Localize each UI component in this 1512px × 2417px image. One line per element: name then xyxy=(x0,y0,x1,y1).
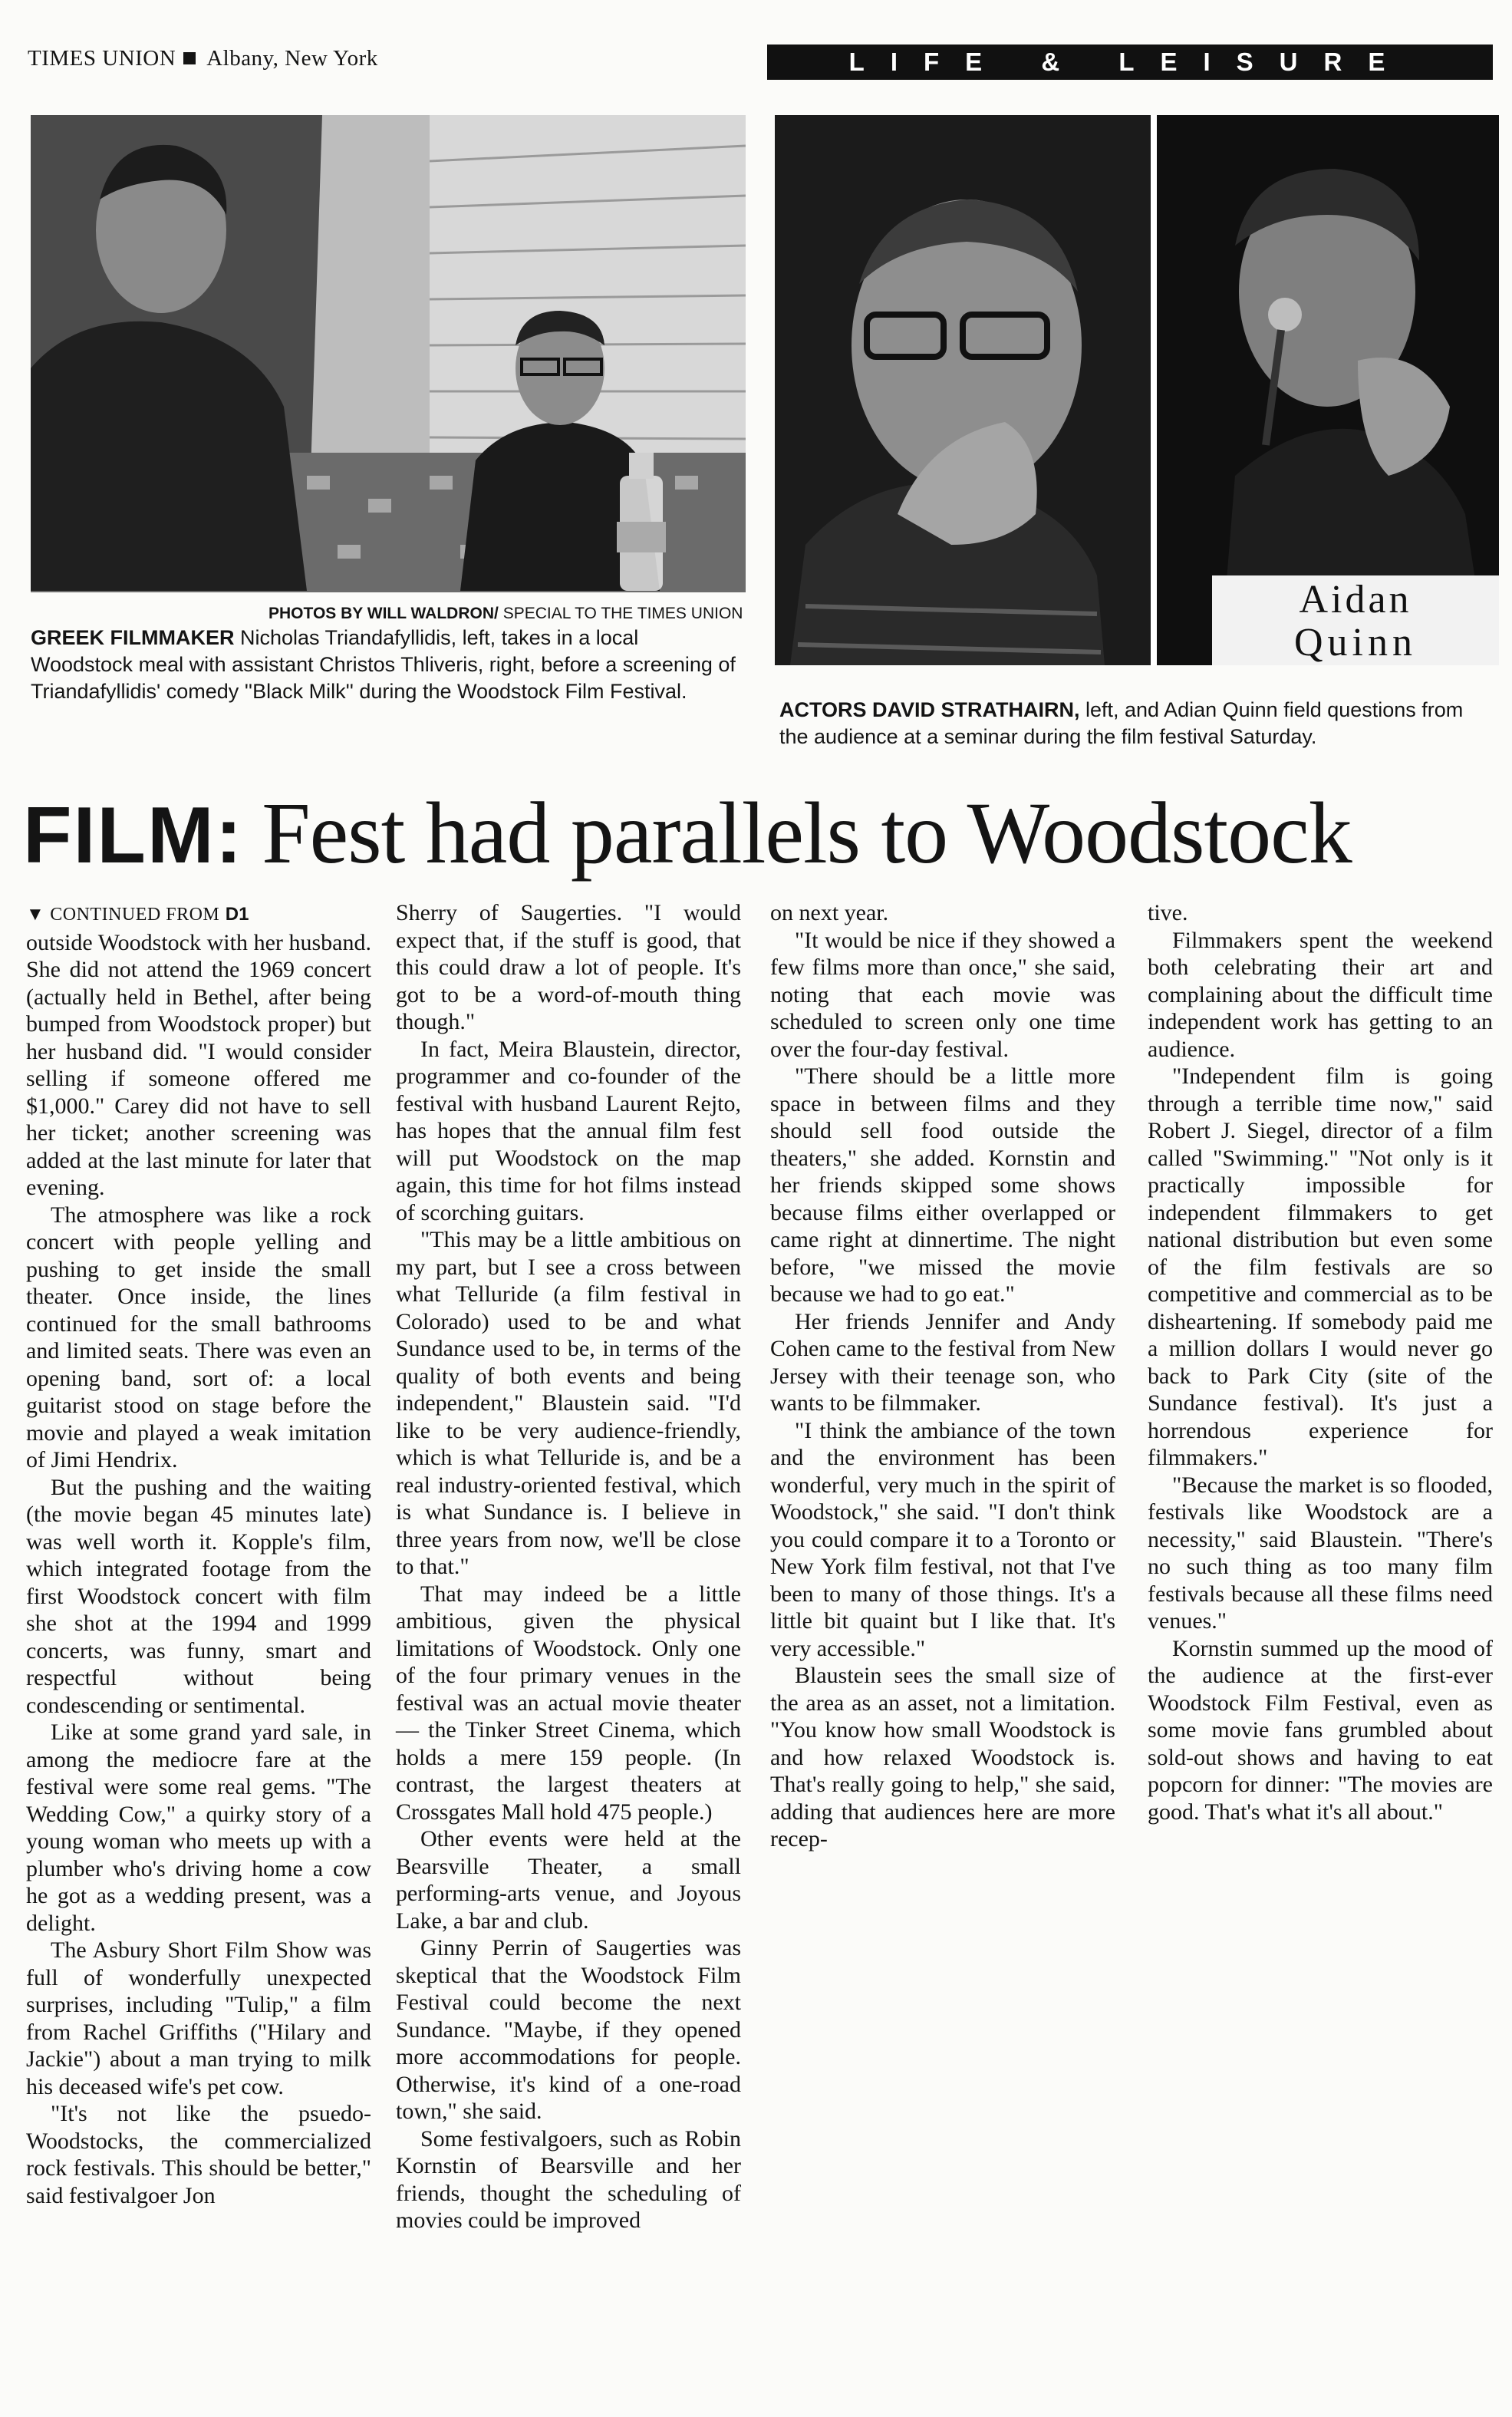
headline xyxy=(23,783,1481,905)
paragraph: "It would be nice if they showed a few films more than once," she said, noting that each movie was scheduled to screen only one time over the four-day festival. xyxy=(770,927,1115,1062)
photo-credit xyxy=(268,605,744,623)
newspaper-name: TIMES UNION xyxy=(28,46,176,71)
dateline-location: Albany, New York xyxy=(206,46,378,71)
photo-filmmakers xyxy=(31,115,746,592)
paragraph: "Because the market is so flooded, festivals like Woodstock are a necessity," said Blaustein. "There's no such thing as too many film festivals because all these films need venues." xyxy=(1148,1472,1493,1634)
paragraph: Ginny Perrin of Saugerties was skeptical that the Woodstock Film Festival could become the next Sundance. "Maybe, if they opened more accommodations for people. Otherwise, it's kind of a one-road town," she said. xyxy=(396,1935,741,2124)
paragraph: outside Woodstock with her husband. She did not attend the 1969 concert (actually held in Bethel, after being bumped from Woodstock proper) but her husband did. "I would consider selling if someone offered me $1,000." Carey did not have to sell her ticket; another screening was added at the last minute for later that evening. xyxy=(26,929,371,1200)
paragraph: "There should be a little more space in between films and they should sell food outside the theaters," she added. Kornstin and her friends skipped some shows because films either overlapped or came right at dinnertime. The night before, "we missed the movie because we had to go eat." xyxy=(770,1063,1115,1307)
headline-text: Fest had parallels to Woodstock xyxy=(262,784,1352,882)
headline-kicker: FILM: xyxy=(23,791,244,880)
paragraph: Like at some grand yard sale, in among the mediocre fare at the festival were some real gems. "The Wedding Cow," a quirky story of a young woman who meets up with a plumber who's driving home a cow he got as a wedding present, was a delight. xyxy=(26,1720,371,1936)
caption-actors xyxy=(779,697,1493,750)
paragraph: But the pushing and the waiting (the movie began 45 minutes late) was well worth it. Kopple's film, which integrated footage from the first Woodstock concert with film she shot at the 1994 and 1999 concerts, was funny, smart and respectful without being condescending or sentimental. xyxy=(26,1474,371,1718)
paragraph: Her friends Jennifer and Andy Cohen came to the festival from New Jersey with their teenage son, who wants to be filmmaker. xyxy=(770,1308,1115,1416)
photo-credit-note: SPECIAL TO THE TIMES UNION xyxy=(498,605,743,622)
photo-credit-name: PHOTOS BY WILL WALDRON/ xyxy=(268,605,499,622)
paragraph: "Independent film is going through a terrible time now," said Robert J. Siegel, director of a film called "Swimming." "Not only is it practically impossible for independent filmmakers to get national distribution but even some of the film festivals are so competitive and commercial as to be disheartening. If somebody paid me a million dollars I would never go back to Park City (site of the Sundance festival). It's just a horrendous experience for filmmakers." xyxy=(1148,1063,1493,1470)
article-column-1 xyxy=(26,899,371,2209)
section-banner: LIFE & LEISURE xyxy=(767,45,1493,80)
paragraph: The atmosphere was like a rock concert with people yelling and pushing to get inside the small theater. Once inside, the lines continued for the small bathrooms and limited seats. There was even an opening band, sort of: a local guitarist stood on stage before the movie and played a weak imitation of Jimi Hendrix. xyxy=(26,1202,371,1472)
article-column-2 xyxy=(396,899,741,2234)
caption-actors-text: left, and Adian Quinn field questions from the audience at a seminar during the film festival Saturday. xyxy=(779,698,1464,748)
paragraph: on next year. xyxy=(770,900,889,925)
masthead xyxy=(28,46,378,71)
paragraph: Other events were held at the Bearsville Theater, a small performing-arts venue, and Joyous Lake, a bar and club. xyxy=(396,1826,741,1934)
photo-actors-seminar xyxy=(775,115,1499,665)
continued-from xyxy=(26,899,371,929)
paragraph: The Asbury Short Film Show was full of wonderfully unexpected surprises, including "Tulip," a film from Rachel Griffiths ("Hilary and Jackie") about a man trying to milk his deceased wife's pet cow. xyxy=(26,1937,371,2099)
paragraph: "This may be a little ambitious on my part, but I see a cross between what Telluride (a film festival in Colorado) used to be and what Sundance used to be, in terms of the quality of both events and being independent," Blaustein said. "I'd like to be very audience-friendly, which is what Telluride is, and be a real industry-oriented festival, which is what Sundance is. I believe in three years from now, we'll be close to that." xyxy=(396,1227,741,1579)
paragraph: Blaustein sees the small size of the area as an asset, not a limitation. "You know how small Woodstock is and how relaxed Woodstock is. That's really going to help," she said, adding that audiences here are more recep- xyxy=(770,1663,1115,1851)
caption-filmmakers-lead: GREEK FILMMAKER xyxy=(31,626,235,649)
caption-actors-lead: ACTORS DAVID STRATHAIRN, xyxy=(779,698,1080,721)
caption-filmmakers xyxy=(31,625,744,705)
article-column-4 xyxy=(1148,899,1493,1825)
paragraph: In fact, Meira Blaustein, director, programmer and co-founder of the festival with husband Laurent Rejto, has hopes that the annual film fest will put Woodstock on the map again, this time for hot films instead of scorching guitars. xyxy=(396,1036,741,1225)
continued-page: D1 xyxy=(225,904,249,925)
nameplate-last: Quinn xyxy=(1294,621,1417,664)
caption-filmmakers-text: Nicholas Triandafyllidis, left, takes in a local Woodstock meal with assistant Christos Thliveris, right, before a screening of Triandafyllidis' comedy ''Black Milk'' during the Woodstock Film Festival. xyxy=(31,626,736,703)
continued-label: CONTINUED FROM xyxy=(50,905,220,925)
paragraph: Kornstin summed up the mood of the audience at the first-ever Woodstock Film Festival, even as some movie fans grumbled about sold-out shows and having to eat popcorn for dinner: "The movies are good. That's what it's all about." xyxy=(1148,1635,1493,1825)
paragraph: Sherry of Saugerties. "I would expect that, if the stuff is good, that this could draw a lot of people. It's got to be a word-of-mouth thing though." xyxy=(396,900,741,1034)
paragraph: Filmmakers spent the weekend both celebrating their art and complaining about the difficult time independent work has getting to an audience. xyxy=(1148,927,1493,1062)
down-triangle-icon: ▼ xyxy=(26,905,44,925)
paragraph: "I think the ambiance of the town and the environment has been wonderful, very much in the spirit of Woodstock," she said. "I don't think you could compare it to a Toronto or New York film festival, not that I've been to many of those things. It's a little bit quaint but I like that. It's very accessible." xyxy=(770,1417,1115,1661)
paragraph: tive. xyxy=(1148,900,1188,925)
article-column-3 xyxy=(770,899,1115,1853)
paragraph: Some festivalgoers, such as Robin Kornstin of Bearsville and her friends, thought the scheduling of movies could be improved xyxy=(396,2125,741,2233)
square-bullet-icon xyxy=(183,52,196,64)
paragraph: "It's not like the psuedo-Woodstocks, the commercialized rock festivals. This should be better," said festivalgoer Jon xyxy=(26,2101,371,2208)
paragraph: That may indeed be a little ambitious, given the physical limitations of Woodstock. Only one of the four primary venues in the festival was an actual movie theater — the Tinker Street Cinema, which holds a mere 159 people. (In contrast, the largest theaters at Crossgates Mall hold 475 people.) xyxy=(396,1581,741,1825)
nameplate-first: Aidan xyxy=(1299,578,1412,622)
